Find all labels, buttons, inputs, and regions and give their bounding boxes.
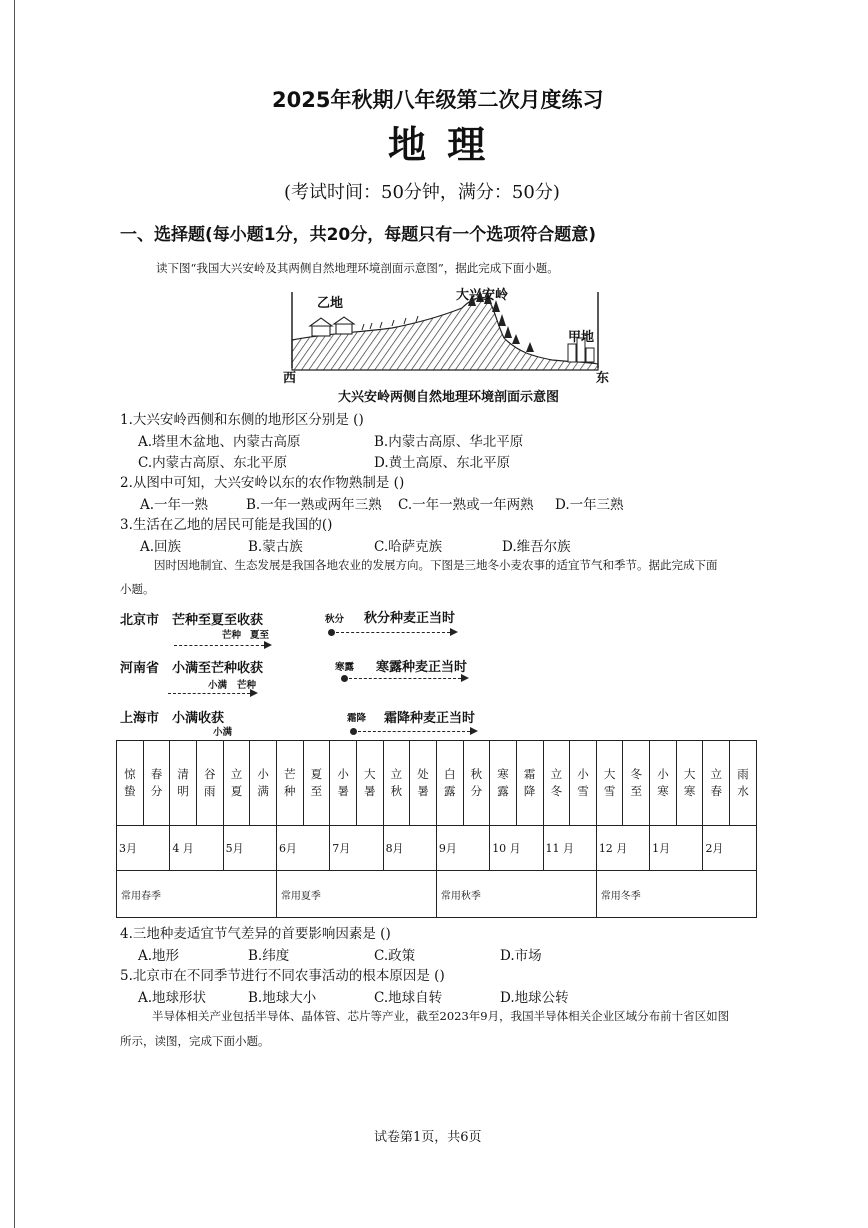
q1-option-a[interactable]: A.塔里木盆地、内蒙古高原 xyxy=(138,434,301,450)
shanghai-sow-arrowhead xyxy=(470,727,478,735)
exam-title: 2025年秋期八年级第二次月度练习 xyxy=(272,88,604,112)
intro-1: 读下图“我国大兴安岭及其两侧自然地理环境剖面示意图”，据此完成下面小题。 xyxy=(156,261,559,275)
shanghai-sow-dot xyxy=(350,728,357,735)
henan-term1: 小满 xyxy=(208,680,228,691)
beijing-sow-arrow xyxy=(336,632,450,633)
month-cell: 3月 xyxy=(117,826,170,871)
henan-label: 河南省 xyxy=(120,661,160,676)
term-cell: 芒种 xyxy=(276,741,303,826)
q2-option-a[interactable]: A.一年一熟 xyxy=(140,497,209,513)
beijing-harvest-arrow xyxy=(174,645,264,646)
season-cell: 常用秋季 xyxy=(436,871,596,918)
henan-sow-arrowhead xyxy=(461,674,469,682)
beijing-sow: 秋分种麦正当时 xyxy=(364,611,456,626)
term-cell: 小寒 xyxy=(650,741,677,826)
beijing-harvest: 芒种至夏至收获 xyxy=(172,613,264,628)
q4-option-a[interactable]: A.地形 xyxy=(138,948,180,964)
q3-option-b[interactable]: B.蒙古族 xyxy=(248,539,303,555)
henan-sow: 寒露种麦正当时 xyxy=(376,660,468,675)
q4-option-b[interactable]: B.纬度 xyxy=(248,948,290,964)
intro-3-line2: 所示，读图，完成下面小题。 xyxy=(120,1034,270,1048)
term-cell: 清明 xyxy=(170,741,197,826)
season-cell: 常用春季 xyxy=(117,871,277,918)
term-cell: 立秋 xyxy=(383,741,410,826)
q1-stem: 1.大兴安岭西侧和东侧的地形区分别是 () xyxy=(120,412,364,428)
shanghai-term1: 小满 xyxy=(213,727,233,738)
q3-option-a[interactable]: A.回族 xyxy=(140,539,182,555)
label-jia: 甲地 xyxy=(568,330,595,345)
solar-terms-table xyxy=(116,740,757,918)
page-border xyxy=(14,0,15,1228)
q4-stem: 4.三地种麦适宜节气差异的首要影响因素是 () xyxy=(120,926,391,942)
season-cell: 常用夏季 xyxy=(276,871,436,918)
terms-row xyxy=(117,741,757,826)
term-cell: 雨水 xyxy=(730,741,757,826)
label-east: 东 xyxy=(596,371,610,386)
term-cell: 立冬 xyxy=(543,741,570,826)
label-yi: 乙地 xyxy=(317,296,344,311)
month-cell: 7月 xyxy=(330,826,383,871)
q1-option-d[interactable]: D.黄土高原、东北平原 xyxy=(374,455,511,471)
month-cell: 10 月 xyxy=(490,826,543,871)
term-cell: 冬至 xyxy=(623,741,650,826)
term-cell: 春分 xyxy=(143,741,170,826)
henan-harvest-arrowhead xyxy=(250,689,258,697)
q5-option-d[interactable]: D.地球公转 xyxy=(500,990,569,1006)
henan-sow-dot xyxy=(341,675,348,682)
subject-title: 地 理 xyxy=(388,123,490,167)
shanghai-label: 上海市 xyxy=(120,711,160,726)
season-cell: 常用冬季 xyxy=(596,871,756,918)
term-cell: 立春 xyxy=(703,741,730,826)
q3-option-d[interactable]: D.维吾尔族 xyxy=(502,539,571,555)
q4-option-c[interactable]: C.政策 xyxy=(374,948,416,964)
term-cell: 白露 xyxy=(436,741,463,826)
q3-stem: 3.生活在乙地的居民可能是我国的() xyxy=(120,517,333,533)
q2-stem: 2.从图中可知，大兴安岭以东的农作物熟制是 () xyxy=(120,475,405,491)
q4-option-d[interactable]: D.市场 xyxy=(500,948,542,964)
q1-option-b[interactable]: B.内蒙古高原、华北平原 xyxy=(374,434,524,450)
term-cell: 惊蛰 xyxy=(117,741,144,826)
term-cell: 寒露 xyxy=(490,741,517,826)
shanghai-sow-arrow xyxy=(358,731,470,732)
term-cell: 小暑 xyxy=(330,741,357,826)
q5-option-c[interactable]: C.地球自转 xyxy=(374,990,443,1006)
month-cell: 12 月 xyxy=(596,826,649,871)
month-cell: 4 月 xyxy=(170,826,223,871)
term-cell: 大暑 xyxy=(356,741,383,826)
q2-option-c[interactable]: C.一年一熟或一年两熟 xyxy=(398,497,534,513)
term-cell: 小雪 xyxy=(570,741,597,826)
intro-2-line2: 小题。 xyxy=(120,582,155,596)
label-mountain: 大兴安岭 xyxy=(456,288,509,303)
beijing-term1: 芒种 xyxy=(222,630,242,641)
shanghai-sow: 霜降种麦正当时 xyxy=(384,711,476,726)
term-cell: 夏至 xyxy=(303,741,330,826)
term-cell: 谷雨 xyxy=(196,741,223,826)
q1-option-c[interactable]: C.内蒙古高原、东北平原 xyxy=(138,455,288,471)
henan-sow-arrow xyxy=(349,678,461,679)
beijing-label: 北京市 xyxy=(120,613,160,628)
term-cell: 小满 xyxy=(250,741,277,826)
term-cell: 大雪 xyxy=(596,741,623,826)
seasons-row xyxy=(117,871,757,918)
label-west: 西 xyxy=(283,371,297,386)
yurt-icon xyxy=(310,317,354,336)
henan-harvest: 小满至芒种收获 xyxy=(172,661,264,676)
month-cell: 1月 xyxy=(650,826,703,871)
term-cell: 大寒 xyxy=(676,741,703,826)
beijing-sow-dot xyxy=(328,629,335,636)
henan-harvest-arrow xyxy=(168,693,250,694)
term-cell: 秋分 xyxy=(463,741,490,826)
q5-stem: 5.北京市在不同季节进行不同农事活动的根本原因是 () xyxy=(120,968,445,984)
q5-option-a[interactable]: A.地球形状 xyxy=(138,990,207,1006)
exam-info: (考试时间：50分钟，满分：50分) xyxy=(284,182,560,203)
beijing-term2: 夏至 xyxy=(250,630,270,641)
month-cell: 6月 xyxy=(276,826,329,871)
page-number: 试卷第1页，共6页 xyxy=(374,1130,482,1145)
section-heading: 一、选择题(每小题1分，共20分，每题只有一个选项符合题意) xyxy=(120,225,597,245)
shanghai-sow-term: 霜降 xyxy=(347,713,367,724)
month-cell: 5月 xyxy=(223,826,276,871)
q2-option-d[interactable]: D.一年三熟 xyxy=(555,497,624,513)
intro-2-line1: 因时因地制宜、生态发展是我国各地农业的发展方向。下图是三地冬小麦农事的适宜节气和季节。据此完成下面 xyxy=(154,558,718,572)
q5-option-b[interactable]: B.地球大小 xyxy=(248,990,317,1006)
henan-sow-term: 寒露 xyxy=(335,662,355,673)
beijing-sow-term: 秋分 xyxy=(325,614,345,625)
beijing-sow-arrowhead xyxy=(450,628,458,636)
q3-option-c[interactable]: C.哈萨克族 xyxy=(374,539,443,555)
figure1-caption: 大兴安岭两侧自然地理环境剖面示意图 xyxy=(338,390,560,405)
q2-option-b[interactable]: B.一年一熟或两年三熟 xyxy=(246,497,382,513)
month-cell: 2月 xyxy=(703,826,757,871)
month-cell: 11 月 xyxy=(543,826,596,871)
months-row xyxy=(117,826,757,871)
term-cell: 处暑 xyxy=(410,741,437,826)
term-cell: 霜降 xyxy=(516,741,543,826)
henan-term2: 芒种 xyxy=(237,680,257,691)
intro-3-line1: 半导体相关产业包括半导体、晶体管、芯片等产业，截至2023年9月，我国半导体相关企业区域分布前十省区如图 xyxy=(152,1009,730,1023)
month-cell: 9月 xyxy=(436,826,489,871)
beijing-harvest-arrowhead xyxy=(264,641,272,649)
term-cell: 立夏 xyxy=(223,741,250,826)
month-cell: 8月 xyxy=(383,826,436,871)
shanghai-harvest: 小满收获 xyxy=(172,711,225,726)
